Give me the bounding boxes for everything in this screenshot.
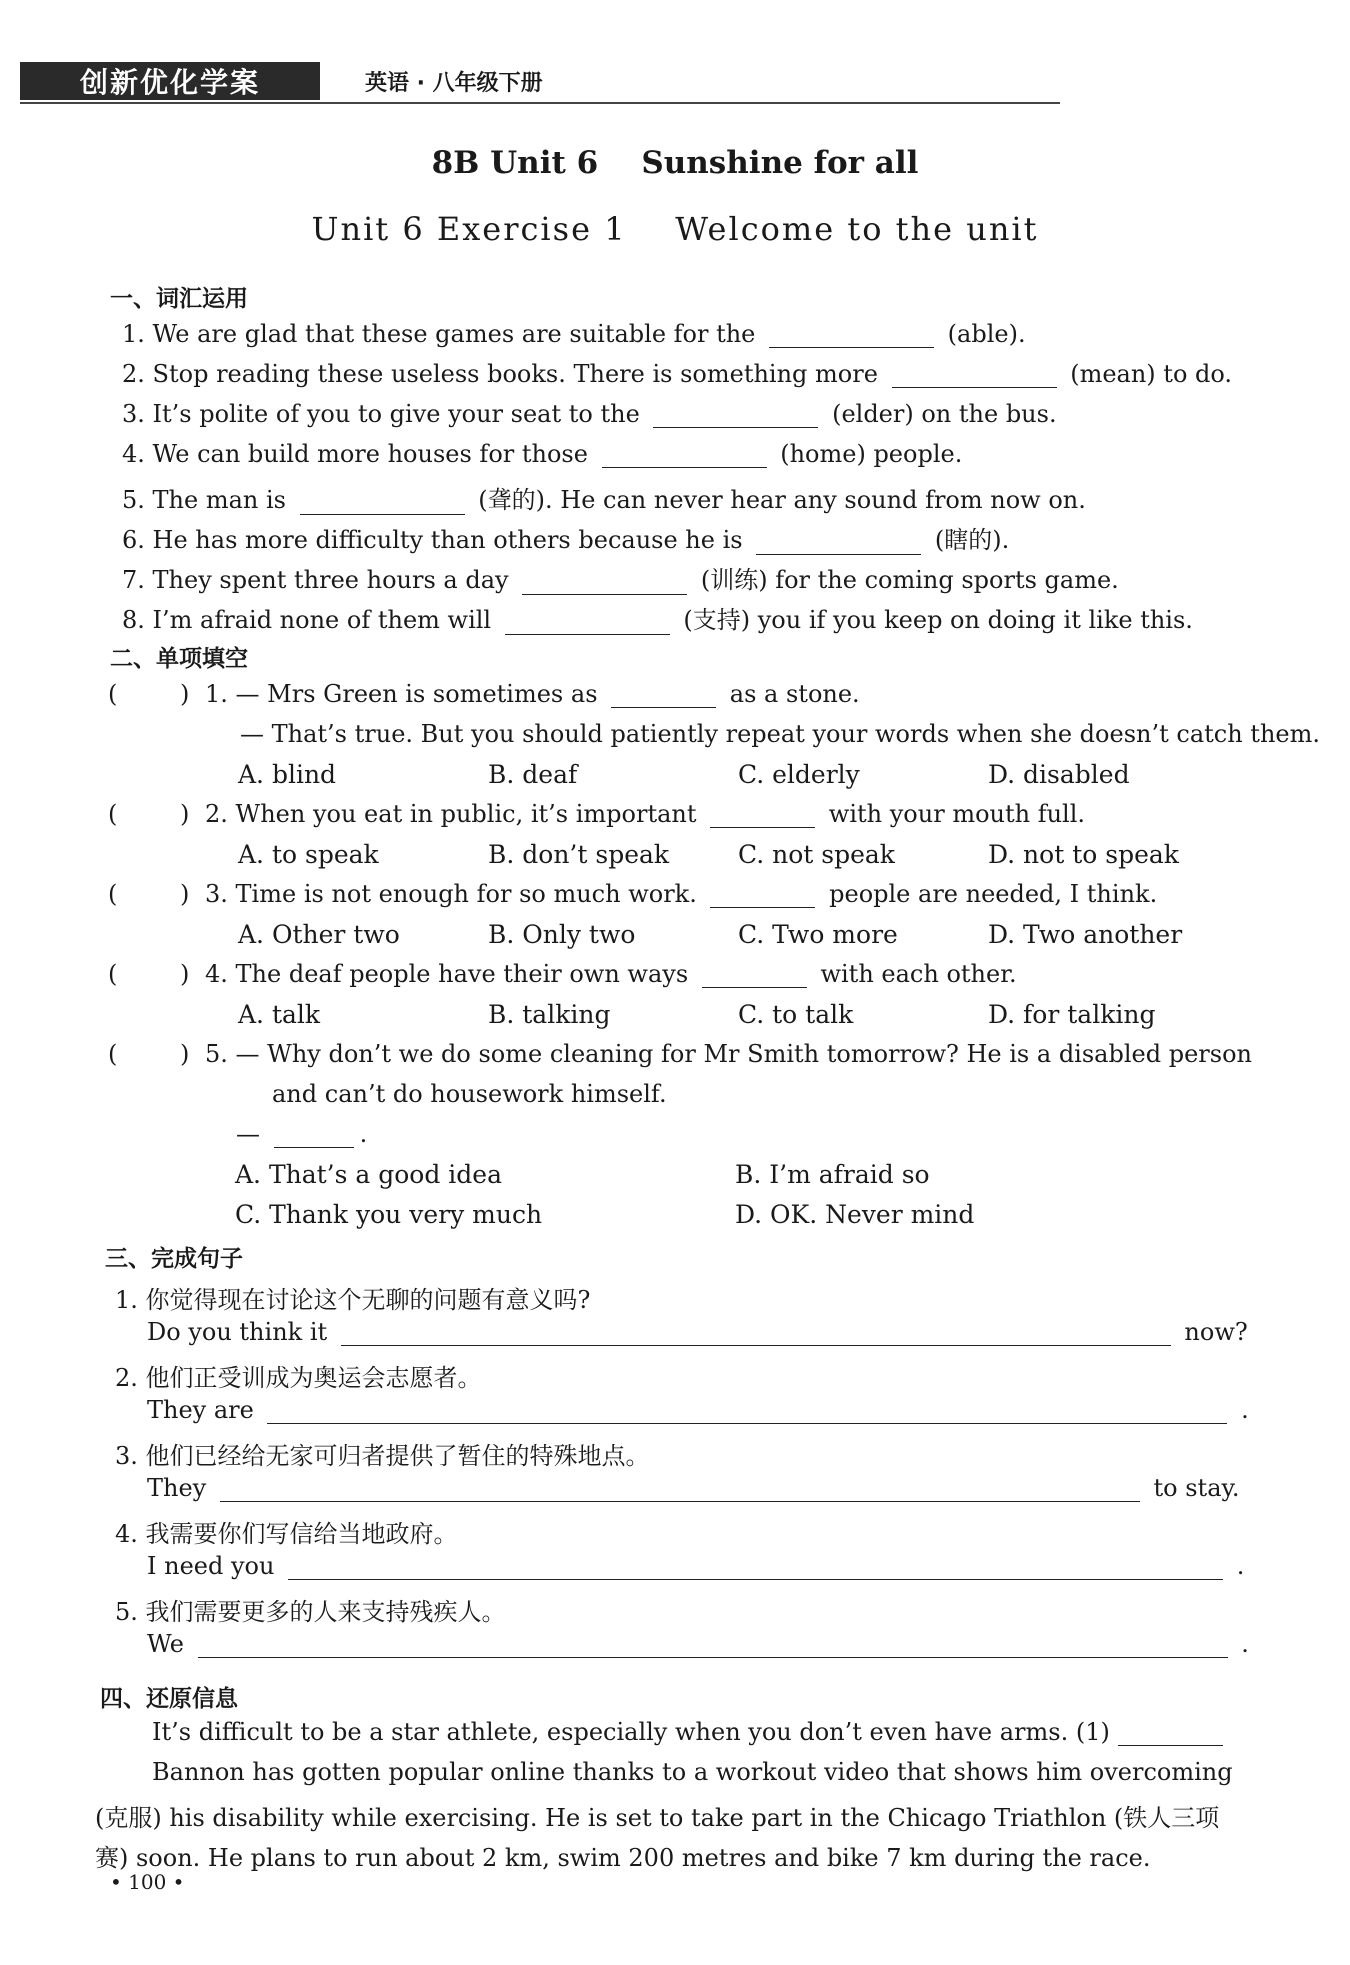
option-b[interactable]: B. talking xyxy=(488,1000,611,1029)
sentence-start: They xyxy=(147,1474,207,1502)
answer-blank[interactable] xyxy=(702,961,807,988)
answer-paren-close[interactable]: ) xyxy=(180,960,190,988)
sentence-end: now? xyxy=(1184,1318,1248,1346)
answer-paren-open: ( xyxy=(108,1040,118,1068)
sentence-start: They are xyxy=(147,1396,254,1424)
item-hint: (mean) to do. xyxy=(1070,360,1233,388)
item-number: 2. xyxy=(122,360,145,388)
item-number: 3. xyxy=(122,400,145,428)
section-heading-sentences: 三、完成句子 xyxy=(105,1246,243,1272)
answer-blank[interactable] xyxy=(1118,1719,1223,1746)
item-number: 3. xyxy=(115,1442,138,1470)
sentence-answer xyxy=(147,1318,1248,1346)
unit-title: 8B Unit 6 Sunshine for all xyxy=(431,145,919,181)
item-number: 4. xyxy=(122,440,145,468)
option-c[interactable]: C. to talk xyxy=(738,1000,854,1029)
option-d[interactable]: D. for talking xyxy=(988,1000,1156,1029)
option-c[interactable]: C. not speak xyxy=(738,840,895,869)
sentence-prompt xyxy=(115,1436,650,1471)
sentence-answer xyxy=(147,1474,1240,1502)
answer-line[interactable] xyxy=(267,1397,1227,1424)
mc-response-line: — . xyxy=(236,1120,368,1148)
sentence-answer xyxy=(147,1552,1244,1580)
question-stem: When you eat in public, it’s important xyxy=(235,800,697,828)
item-text: They spent three hours a day xyxy=(152,566,509,594)
answer-paren-open: ( xyxy=(108,800,118,828)
option-c[interactable]: C. Thank you very much xyxy=(235,1200,543,1229)
answer-blank[interactable] xyxy=(756,528,921,555)
mc-question xyxy=(205,1040,1252,1068)
chinese-sentence: 我们需要更多的人来支持残疾人。 xyxy=(145,1598,506,1626)
question-stem: — Mrs Green is sometimes as xyxy=(235,680,598,708)
section-heading-passage: 四、还原信息 xyxy=(100,1686,238,1712)
item-hint: (支持) you if you keep on doing it like this. xyxy=(683,606,1193,634)
option-a[interactable]: A. Other two xyxy=(238,920,400,949)
answer-paren-open: ( xyxy=(108,960,118,988)
answer-line[interactable] xyxy=(341,1319,1171,1346)
vocab-item xyxy=(122,320,1026,348)
item-hint: (able). xyxy=(947,320,1026,348)
option-d[interactable]: D. disabled xyxy=(988,760,1130,789)
mc-question xyxy=(205,800,1085,828)
answer-blank[interactable] xyxy=(769,321,934,348)
passage-line xyxy=(152,1718,1229,1746)
vocab-item xyxy=(122,560,1119,595)
item-number: 8. xyxy=(122,606,145,634)
passage-line: (克服) his disability while exercising. He is set to take part in the Chicago Triathlon (铁人三项 xyxy=(95,1804,1220,1832)
answer-paren-close[interactable]: ) xyxy=(180,880,190,908)
chinese-sentence: 我需要你们写信给当地政府。 xyxy=(145,1520,458,1548)
mc-question xyxy=(205,880,1157,908)
mc-question-line: — That’s true. But you should patiently repeat your words when she doesn’t catch them. xyxy=(240,720,1320,748)
item-hint: (聋的). He can never hear any sound from now on. xyxy=(478,486,1086,514)
sentence-start: Do you think it xyxy=(147,1318,328,1346)
answer-blank[interactable] xyxy=(611,681,716,708)
question-stem-end: as a stone. xyxy=(729,680,860,708)
item-text: Stop reading these useless books. There is something more xyxy=(152,360,878,388)
answer-blank[interactable] xyxy=(602,441,767,468)
answer-blank[interactable] xyxy=(892,361,1057,388)
answer-blank[interactable] xyxy=(653,401,818,428)
vocab-item xyxy=(122,520,1009,555)
exercise-title: Unit 6 Exercise 1 Welcome to the unit xyxy=(311,210,1039,248)
answer-paren-open: ( xyxy=(108,880,118,908)
sentence-answer xyxy=(147,1396,1249,1424)
chinese-sentence: 他们已经给无家可归者提供了暂住的特殊地点。 xyxy=(145,1442,650,1470)
vocab-item xyxy=(122,440,962,468)
answer-paren-close[interactable]: ) xyxy=(180,800,190,828)
sentence-prompt xyxy=(115,1358,482,1393)
option-b[interactable]: B. deaf xyxy=(488,760,578,789)
item-number: 4. xyxy=(115,1520,138,1548)
option-a[interactable]: A. talk xyxy=(238,1000,321,1029)
item-text: He has more difficulty than others because he is xyxy=(152,526,743,554)
chinese-sentence: 你觉得现在讨论这个无聊的问题有意义吗? xyxy=(145,1286,591,1314)
option-a[interactable]: A. That’s a good idea xyxy=(235,1160,503,1189)
book-title: 英语 · 八年级下册 xyxy=(365,71,543,96)
question-stem-end: with each other. xyxy=(820,960,1017,988)
item-number: 1. xyxy=(122,320,145,348)
vocab-item xyxy=(122,400,1057,428)
sentence-prompt xyxy=(115,1514,458,1549)
sentence-start: I need you xyxy=(147,1552,275,1580)
item-number: 1. xyxy=(205,680,228,708)
answer-blank[interactable] xyxy=(522,568,687,595)
answer-line[interactable] xyxy=(198,1631,1228,1658)
vocab-item xyxy=(122,360,1232,388)
option-d[interactable]: D. Two another xyxy=(988,920,1183,949)
passage-text: It’s difficult to be a star athlete, especially when you don’t even have arms. (1) xyxy=(152,1718,1110,1746)
sentence-end: . xyxy=(1241,1630,1249,1658)
option-a[interactable]: A. blind xyxy=(238,760,337,789)
vocab-item xyxy=(122,600,1193,635)
item-number: 4. xyxy=(205,960,228,988)
sentence-prompt xyxy=(115,1592,506,1627)
section-heading-mc: 二、单项填空 xyxy=(110,646,248,672)
answer-line[interactable] xyxy=(288,1553,1223,1580)
item-number: 2. xyxy=(115,1364,138,1392)
item-number: 5. xyxy=(122,486,145,514)
series-logo: 创新优化学案 xyxy=(20,62,320,100)
option-d[interactable]: D. OK. Never mind xyxy=(735,1200,975,1229)
option-c[interactable]: C. elderly xyxy=(738,760,860,789)
item-hint: (瞎的). xyxy=(934,526,1010,554)
passage-line: 赛) soon. He plans to run about 2 km, swim 200 metres and bike 7 km during the race. xyxy=(95,1844,1151,1872)
option-a[interactable]: A. to speak xyxy=(238,840,379,869)
item-number: 5. xyxy=(205,1040,228,1068)
item-number: 6. xyxy=(122,526,145,554)
dash: — xyxy=(236,1120,260,1148)
item-number: 3. xyxy=(205,880,228,908)
question-stem: Time is not enough for so much work. xyxy=(235,880,697,908)
passage-line: Bannon has gotten popular online thanks to a workout video that shows him overcoming xyxy=(152,1758,1233,1786)
answer-paren-close[interactable]: ) xyxy=(180,1040,190,1068)
item-hint: (elder) on the bus. xyxy=(832,400,1057,428)
option-c[interactable]: C. Two more xyxy=(738,920,898,949)
answer-paren-close[interactable]: ) xyxy=(180,680,190,708)
item-text: We can build more houses for those xyxy=(152,440,588,468)
item-number: 5. xyxy=(115,1598,138,1626)
question-stem-end: with your mouth full. xyxy=(828,800,1086,828)
question-stem: — Why don’t we do some cleaning for Mr Smith tomorrow? He is a disabled person xyxy=(235,1040,1252,1068)
question-stem-end: people are needed, I think. xyxy=(829,880,1158,908)
option-b[interactable]: B. I’m afraid so xyxy=(735,1160,930,1189)
section-heading-vocab: 一、词汇运用 xyxy=(110,286,248,312)
answer-blank[interactable] xyxy=(300,488,465,515)
answer-blank[interactable] xyxy=(710,881,815,908)
mc-question xyxy=(205,680,860,708)
option-d[interactable]: D. not to speak xyxy=(988,840,1179,869)
answer-blank[interactable] xyxy=(274,1121,354,1148)
item-number: 1. xyxy=(115,1286,138,1314)
sentence-end: . xyxy=(1236,1552,1245,1580)
mc-question-line: and can’t do housework himself. xyxy=(272,1080,667,1108)
sentence-end: . xyxy=(1241,1396,1249,1424)
chinese-sentence: 他们正受训成为奥运会志愿者。 xyxy=(145,1364,482,1392)
answer-line[interactable] xyxy=(220,1475,1140,1502)
option-b[interactable]: B. don’t speak xyxy=(488,840,670,869)
item-text: The man is xyxy=(152,486,286,514)
sentence-start: We xyxy=(147,1630,184,1658)
question-stem: The deaf people have their own ways xyxy=(235,960,689,988)
sentence-prompt xyxy=(115,1280,590,1315)
sentence-end: to stay. xyxy=(1153,1474,1240,1502)
vocab-item xyxy=(122,480,1086,515)
answer-blank[interactable] xyxy=(710,801,815,828)
item-number: 7. xyxy=(122,566,145,594)
mc-question xyxy=(205,960,1017,988)
page-number: • 100 • xyxy=(110,1870,185,1894)
page-header xyxy=(20,62,1060,104)
header-divider xyxy=(20,102,1060,104)
item-number: 2. xyxy=(205,800,228,828)
item-hint: (home) people. xyxy=(780,440,963,468)
item-text: We are glad that these games are suitable for the xyxy=(152,320,756,348)
sentence-answer xyxy=(147,1630,1249,1658)
item-text: It’s polite of you to give your seat to the xyxy=(152,400,640,428)
item-hint: (训练) for the coming sports game. xyxy=(700,566,1119,594)
answer-blank[interactable] xyxy=(505,608,670,635)
answer-paren-open: ( xyxy=(108,680,118,708)
option-b[interactable]: B. Only two xyxy=(488,920,636,949)
item-text: I’m afraid none of them will xyxy=(152,606,492,634)
